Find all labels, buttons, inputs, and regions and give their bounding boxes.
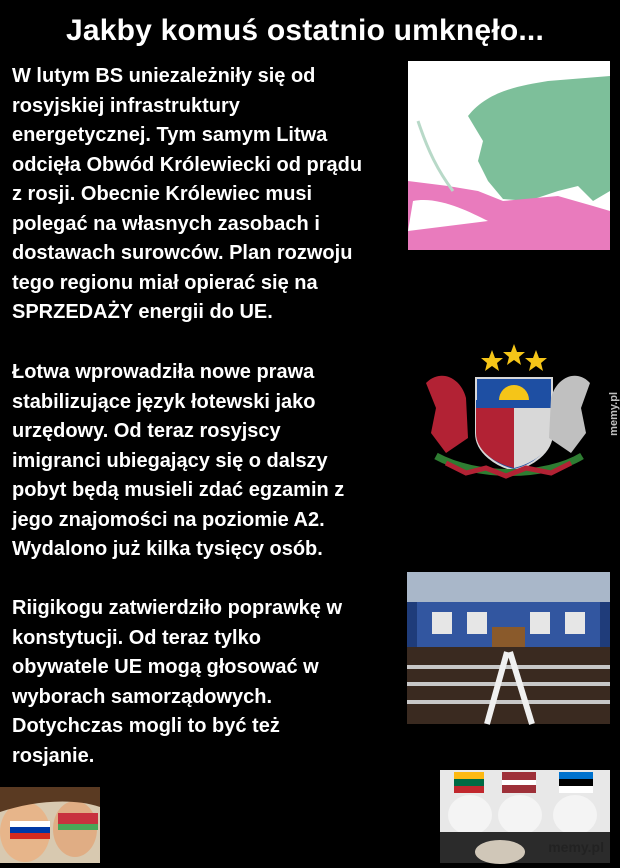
kaliningrad-map-image (408, 61, 610, 250)
memy-watermark-bottom: memy.pl (548, 839, 604, 855)
paragraph-energy: W lutym BS uniezależniły się od rosyjskiej infrastruktury energetycznej. Tym samym Litwa odcięła Obwód Królewiecki od prądu z rosji. Obecnie Królewiec musi polegać na własnych zasobach i dostawach surowców. Plan rozwoju tego regionu miał opierać się na SPRZEDAŻY energii do UE. (12, 65, 363, 323)
cats-with-baltic-flags-image (440, 770, 610, 863)
paragraph-latvia-language: Łotwa wprowadziła nowe prawa stabilizujące język łotewski jako urzędowy. Od teraz rosyjscy imigranci ubiegający się o dalszy pobyt będą musieli zdać egzamin z jego znajomości na poziomie A2. Wydalono już kilka tysięcy osób. (12, 361, 345, 560)
woman-with-russia-belarus-flags-image (0, 787, 100, 863)
latvia-coat-of-arms-image (406, 338, 610, 480)
paragraph-riigikogu: Riigikogu zatwierdziło poprawkę w konstytucji. Od teraz tylko obywatele UE mogą głosować w wyborach samorządowych. Dotychczas mogli to być też rosjanie. (12, 597, 343, 767)
memy-watermark-side: memy.pl (608, 392, 620, 436)
meme-title: Jakby komuś ostatnio umknęło... (66, 14, 544, 47)
riigikogu-parliament-photo (407, 572, 610, 724)
